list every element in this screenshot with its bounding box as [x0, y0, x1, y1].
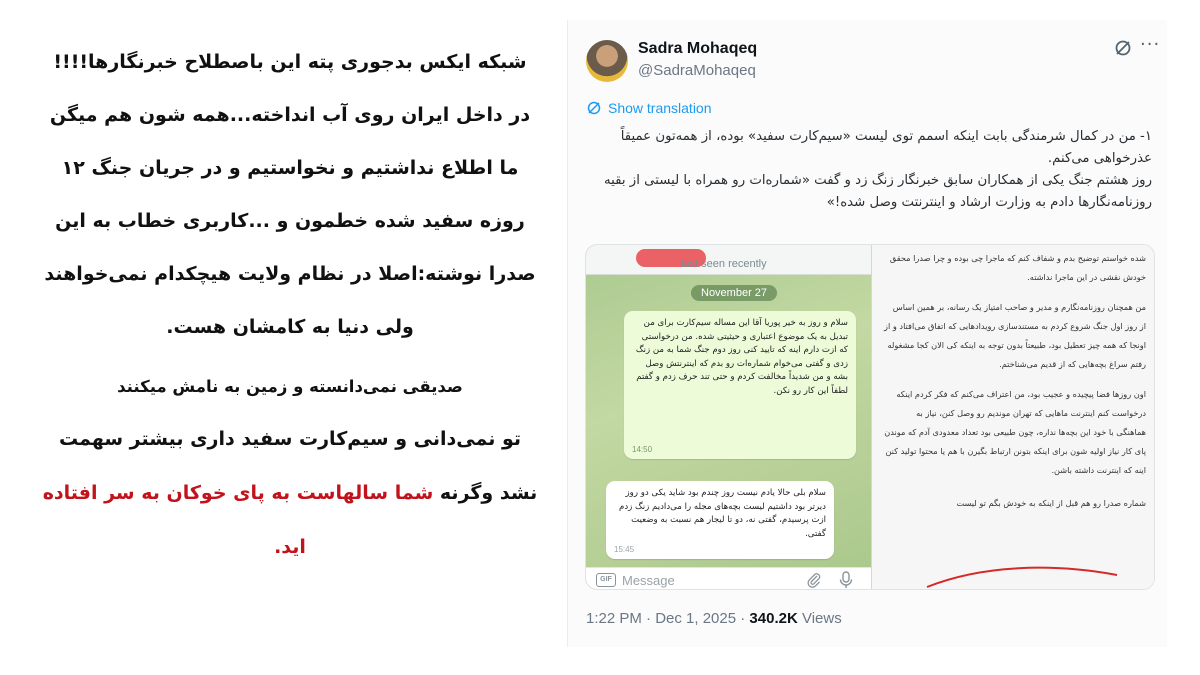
translate-icon: [586, 100, 602, 116]
chat-message-text: سلام بلی حالا یادم نیست روز چندم بود شاید یکی دو روز دیرتر بود داشتیم لیست بچه‌های مجله را می‌دادیم زنگ زدم ازت پرسیدم، گفتی نه، دو تا لیجار هم نسبت به وضعیت گفتی.: [619, 488, 826, 539]
message-composer: [586, 567, 871, 590]
statement-text: [884, 249, 1146, 524]
last-seen-status: last seen recently: [681, 258, 767, 270]
author-display-name[interactable]: Sadra Mohaqeq: [638, 40, 758, 57]
telegram-chat-screenshot: [586, 245, 871, 590]
translate-row[interactable]: [586, 100, 712, 116]
author-handle[interactable]: @SadraMohaqeq: [638, 62, 756, 79]
paperclip-icon: [806, 572, 822, 588]
tweet-metadata: [586, 610, 842, 627]
grok-icon[interactable]: [1113, 38, 1133, 58]
chat-message-time: 14:50: [632, 444, 653, 454]
chat-header: [586, 245, 871, 275]
microphone-icon: [838, 571, 854, 589]
statement-paragraph: اون روزها فضا پیچیده و عجیب بود، من اعتراف می‌کنم که فکر کردم اینکه درخواست کنم اینترنت ماهایی که تهران موندیم رو وصل کنن، نیاز به هماهنگی با خود این بچه‌ها نداره، چون طبیعی بود تعداد معدودی آدم که موندن پای کار نیاز اولیه شون برای اینکه بتونن ارتباط بگیرن با هم یا محتوا تولید کنن اینه که اینترنت داشته باشن.: [884, 389, 1146, 475]
statement-paragraph: من همچنان روزنامه‌نگارم و مدیر و صاحب امتیاز یک رسانه، بر همین اساس از روز اول جنگ شروع کردم به مستندسازی رویدادهایی که اتفاق می‌افتاد و از اونجا که همه چیز تعطیل بود، طبیعتاً بدون توجه به اینکه کی الان کجا مشغوله رفتم سراغ بچه‌هایی که از قدیم می‌شناختم.: [884, 302, 1146, 369]
commentary-paragraph-2: صدیقی نمی‌دانسته و زمین به نامش میکنند: [117, 377, 463, 396]
chat-message-bubble: [606, 481, 834, 559]
chat-date-pill: November 27: [691, 285, 777, 301]
tweet-media[interactable]: [585, 244, 1155, 590]
tweet-body: [580, 126, 1152, 214]
tweet-timestamp[interactable]: 1:22 PM · Dec 1, 2025 ·: [586, 610, 750, 627]
chat-message-time: 15:45: [614, 544, 635, 554]
views-count: 340.2K: [749, 610, 798, 627]
views-label: Views: [797, 610, 842, 627]
commentary-paragraph-1: شبکه ایکس بدجوری پته این باصطلاح خبرنگارها!!!! در داخل ایران روی آب انداخته...همه شون هم میگن ما اطلاع نداشتیم و نخواستیم و در جریان جنگ ۱۲ روزه سفید شده خطمون و ...کاربری خطاب به این صدرا نوشته:اصلا در نظام ولایت هیچکدام نمی‌خواهند ولی دنیا به کامشان هست.: [44, 51, 536, 338]
chat-message-bubble: [624, 311, 856, 459]
tweet-card: [567, 20, 1167, 647]
statement-paragraph: شماره صدرا رو هم قبل از اینکه به خودش بگم تو لیست: [956, 498, 1146, 508]
statement-screenshot: [871, 245, 1155, 590]
chat-message-text: سلام و روز به خیر پوریا آقا این مساله سیم‌کارت برای من تبدیل به یک موضوع اعتباری و حیثیتی شده. من درخواستی که ازت دارم اینه که تایید کنی روز دوم جنگ شما به من زنگ زدی و گفتی می‌خوام شماره‌ات رو بدم که اینترنتش وصل بشه و من شدیداً مخالفت کردم و حتی تند حرف زدم و گفتم لطفاً این کار رو نکن.: [635, 318, 848, 396]
tweet-body-paragraph: روز هشتم جنگ یکی از همکاران سابق خبرنگار زنگ زد و گفت «شماره‌ات رو همراه با لیستی از بقیه روزنامه‌نگارها دادم به وزارت ارشاد و اینترنتت وصل شده!»: [603, 173, 1152, 210]
commentary-paragraph-3-red: شما سالهاست به پای خوکان به سر افتاده اید.: [42, 482, 434, 558]
statement-paragraph: شده خواستم توضیح بدم و شفاف کنم که ماجرا چی بوده و چرا صدرا محقق خودش نقشی در این ماجرا نداشته.: [889, 253, 1146, 282]
red-underline-scribble: [922, 561, 1122, 590]
show-translation-link[interactable]: Show translation: [608, 100, 712, 116]
commentary-paragraph-3-black: تو نمی‌دانی و سیم‌کارت سفید داری بیشتر سهمت نشد وگرنه: [58, 428, 538, 504]
more-options-icon[interactable]: ···: [1140, 34, 1161, 55]
avatar[interactable]: [586, 40, 628, 82]
message-input: [622, 570, 772, 590]
tweet-body-paragraph: ۱- من در کمال شرمندگی بابت اینکه اسمم توی لیست «سیم‌کارت سفید» بوده، از همه‌تون عمیقاً عذرخواهی می‌کنم.: [620, 129, 1152, 166]
commentary-text: [40, 36, 540, 574]
commentary-paragraph-3: [40, 412, 540, 574]
gif-icon: GIF: [596, 573, 616, 587]
